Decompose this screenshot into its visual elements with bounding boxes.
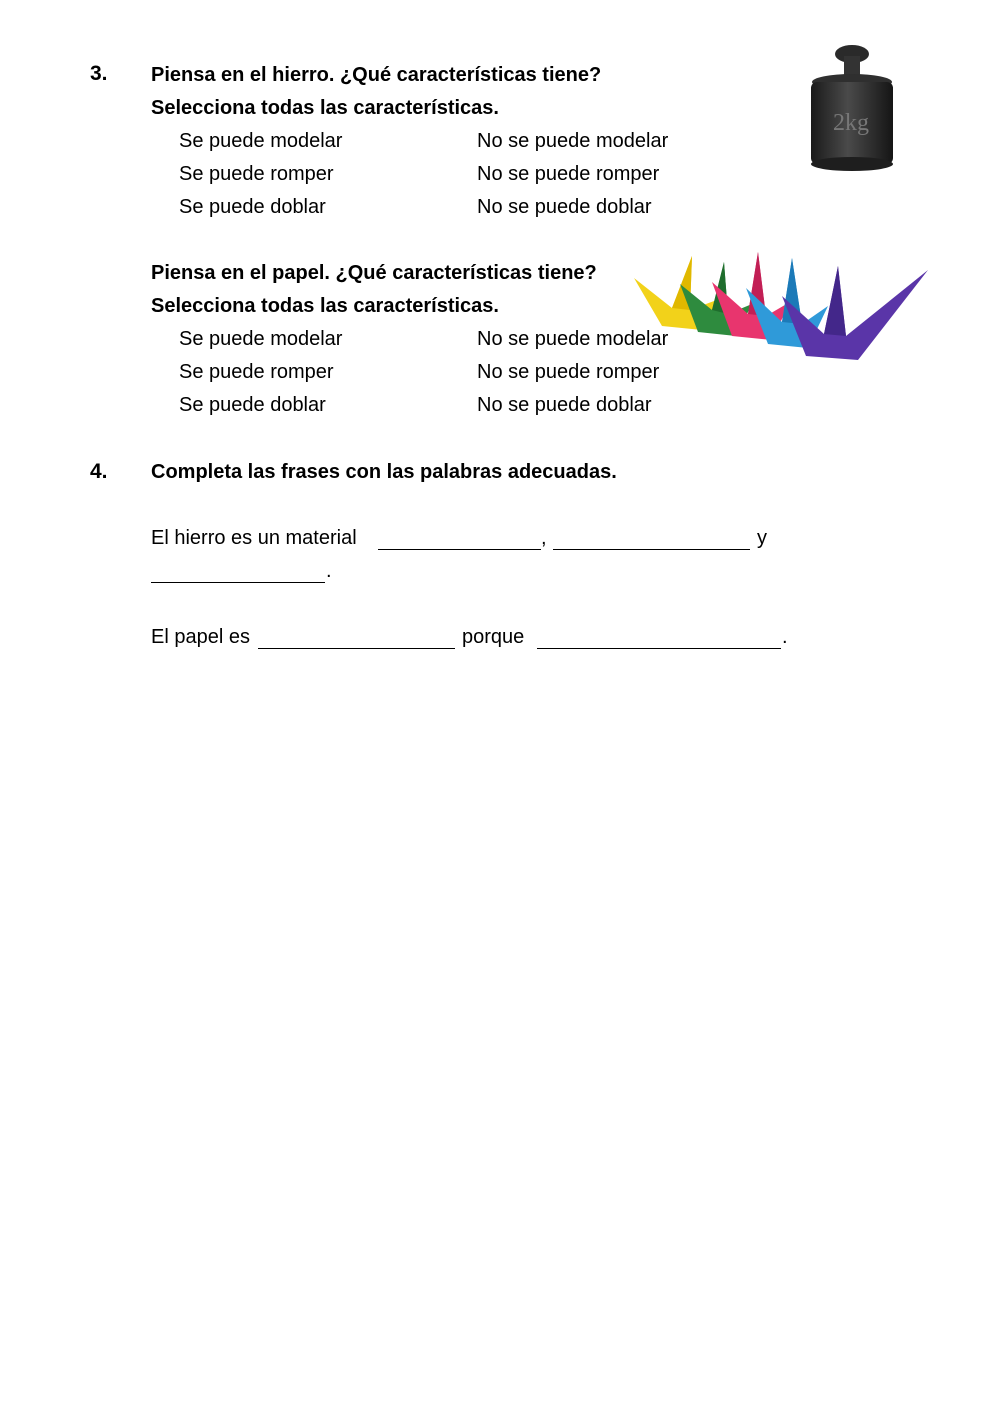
paper-question: Piensa en el papel. ¿Qué características tiene? bbox=[151, 262, 597, 284]
paper-option-no-modelar[interactable]: No se puede modelar bbox=[477, 328, 669, 350]
sentence2-because: porque bbox=[462, 626, 525, 648]
weight-label: 2kg bbox=[833, 110, 869, 136]
sentence2-period: . bbox=[782, 626, 788, 648]
paper-option-modelar[interactable]: Se puede modelar bbox=[179, 328, 343, 350]
iron-option-no-romper[interactable]: No se puede romper bbox=[477, 163, 660, 185]
q4-instruction: Completa las frases con las palabras adecuadas. bbox=[151, 461, 617, 483]
paper-option-doblar[interactable]: Se puede doblar bbox=[179, 394, 326, 416]
sentence1-blank3[interactable] bbox=[151, 582, 325, 583]
iron-weight-icon bbox=[805, 42, 897, 174]
paper-option-no-doblar[interactable]: No se puede doblar bbox=[477, 394, 652, 416]
sentence1-period: . bbox=[326, 560, 332, 582]
paper-option-romper[interactable]: Se puede romper bbox=[179, 361, 334, 383]
iron-option-doblar[interactable]: Se puede doblar bbox=[179, 196, 326, 218]
sentence1-and: y bbox=[757, 527, 767, 549]
sentence1-blank1[interactable] bbox=[378, 549, 541, 550]
iron-question: Piensa en el hierro. ¿Qué características tiene? bbox=[151, 64, 602, 86]
paper-cranes-icon bbox=[632, 248, 932, 368]
sentence1-blank2[interactable] bbox=[553, 549, 750, 550]
iron-option-modelar[interactable]: Se puede modelar bbox=[179, 130, 343, 152]
iron-instruction: Selecciona todas las características. bbox=[151, 97, 499, 119]
iron-option-no-modelar[interactable]: No se puede modelar bbox=[477, 130, 669, 152]
sentence2-part1: El papel es bbox=[151, 626, 250, 648]
sentence2-blank2[interactable] bbox=[537, 648, 781, 649]
iron-option-no-doblar[interactable]: No se puede doblar bbox=[477, 196, 652, 218]
paper-option-no-romper[interactable]: No se puede romper bbox=[477, 361, 660, 383]
sentence1-part1: El hierro es un material bbox=[151, 527, 357, 549]
question-4-number: 4. bbox=[90, 460, 108, 483]
sentence2-blank1[interactable] bbox=[258, 648, 455, 649]
sentence1-comma: , bbox=[541, 527, 547, 549]
paper-instruction: Selecciona todas las características. bbox=[151, 295, 499, 317]
iron-option-romper[interactable]: Se puede romper bbox=[179, 163, 334, 185]
question-3-number: 3. bbox=[90, 62, 108, 85]
